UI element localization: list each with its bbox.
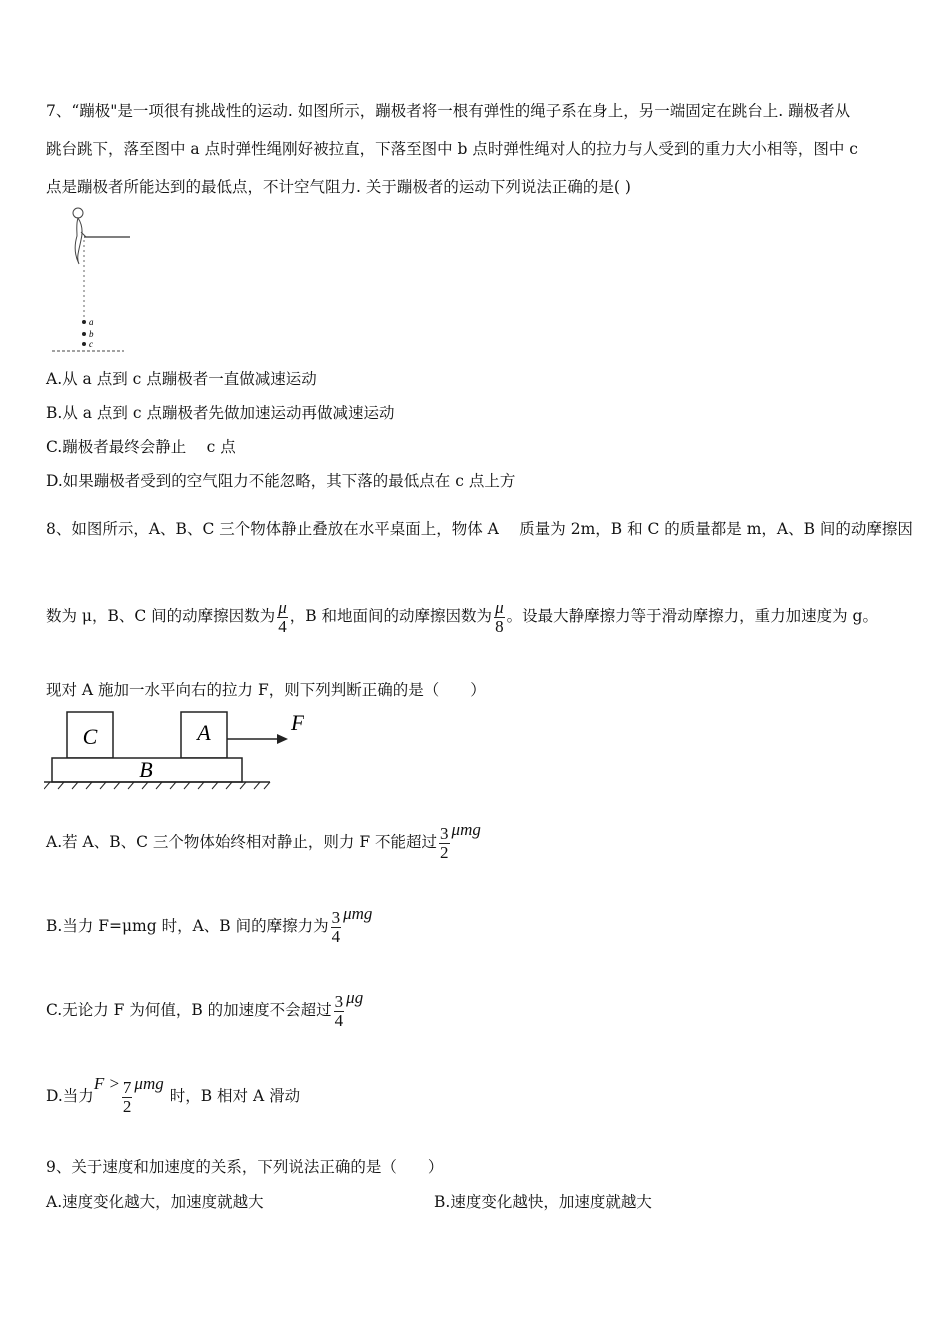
q8-line2-part3: 。设最大静摩擦力等于滑动摩擦力，重力加速度为 g。 (506, 607, 878, 625)
q7-stem-line1: 7、“蹦极"是一项很有挑战性的运动. 如图所示，蹦极者将一根有弹性的绳子系在身上，另一端固定在跳台上. 蹦极者从 (46, 102, 851, 120)
q9-option-a: A.速度变化越大，加速度就越大 (46, 1193, 264, 1211)
bungee-figure (46, 204, 136, 360)
fraction-3-over-4: $\frac{3}{4}$ (331, 907, 341, 946)
q8-line2-part1: 数为 μ，B、C 间的动摩擦因数为 (46, 607, 276, 625)
block-a-label: A (197, 720, 211, 745)
point-c-label: c (89, 339, 93, 349)
fraction-3-over-2: $\frac{3}{2}$ (440, 823, 449, 862)
force-f-label: F (291, 710, 304, 735)
q8-stem-line1: 8、如图所示，A、B、C 三个物体静止叠放在水平桌面上，物体 A 质量为 2m，B 和 C 的质量都是 m，A、B 间的动摩擦因 (46, 520, 913, 538)
point-b-label: b (89, 329, 94, 339)
q7-option-b: B.从 a 点到 c 点蹦极者先做加速运动再做减速运动 (46, 404, 395, 422)
q7-stem-line3: 点是蹦极者所能达到的最低点，不计空气阻力. 关于蹦极者的运动下列说法正确的是( ) (46, 178, 631, 196)
fraction-3-over-4-c: $\frac{3}{4}$ (334, 991, 344, 1030)
q9-stem: 9、关于速度和加速度的关系，下列说法正确的是（ ） (46, 1158, 444, 1176)
q8-option-a: A.若 A、B、C 三个物体始终相对静止，则力 F 不能超过 $\frac{3}{2}$ μmg (46, 820, 481, 862)
q9-option-b: B.速度变化越快，加速度就越大 (434, 1193, 652, 1211)
fraction-mu-over-8: $\frac{\mu}{8}$ (495, 597, 504, 636)
fraction-7-over-2: $\frac{7}{2}$ (122, 1077, 132, 1116)
q7-option-d: D.如果蹦极者受到的空气阻力不能忽略，其下落的最低点在 c 点上方 (46, 472, 516, 490)
blocks-figure (44, 706, 304, 790)
block-b-label: B (139, 757, 153, 782)
q8-stem-line3: 现对 A 施加一水平向右的拉力 F，则下列判断正确的是（ ） (46, 681, 486, 699)
q7-stem-line2: 跳台跳下，落至图中 a 点时弹性绳刚好被拉直，下落至图中 b 点时弹性绳对人的拉力与人受到的重力大小相等，图中 c (46, 140, 858, 158)
q8-option-c: C.无论力 F 为何值，B 的加速度不会超过 $\frac{3}{4}$ μg (46, 988, 364, 1030)
q8-stem-line2 (46, 596, 910, 636)
q8-line2-part2: ，B 和地面间的动摩擦因数为 (289, 607, 493, 625)
q7-option-c: C.蹦极者最终会静止 c 点 (46, 438, 236, 456)
q8-option-b: B.当力 F=μmg 时，A、B 间的摩擦力为 $\frac{3}{4}$ μmg (46, 904, 373, 946)
q7-option-a: A.从 a 点到 c 点蹦极者一直做减速运动 (46, 370, 317, 388)
fraction-mu-over-4: $\frac{\mu}{4}$ (278, 597, 287, 636)
block-c-label: C (82, 724, 98, 749)
q8-option-d: D.当力F > $\frac{7}{2}$ μmg时，B 相对 A 滑动 (46, 1074, 301, 1116)
point-a-label: a (89, 317, 94, 327)
